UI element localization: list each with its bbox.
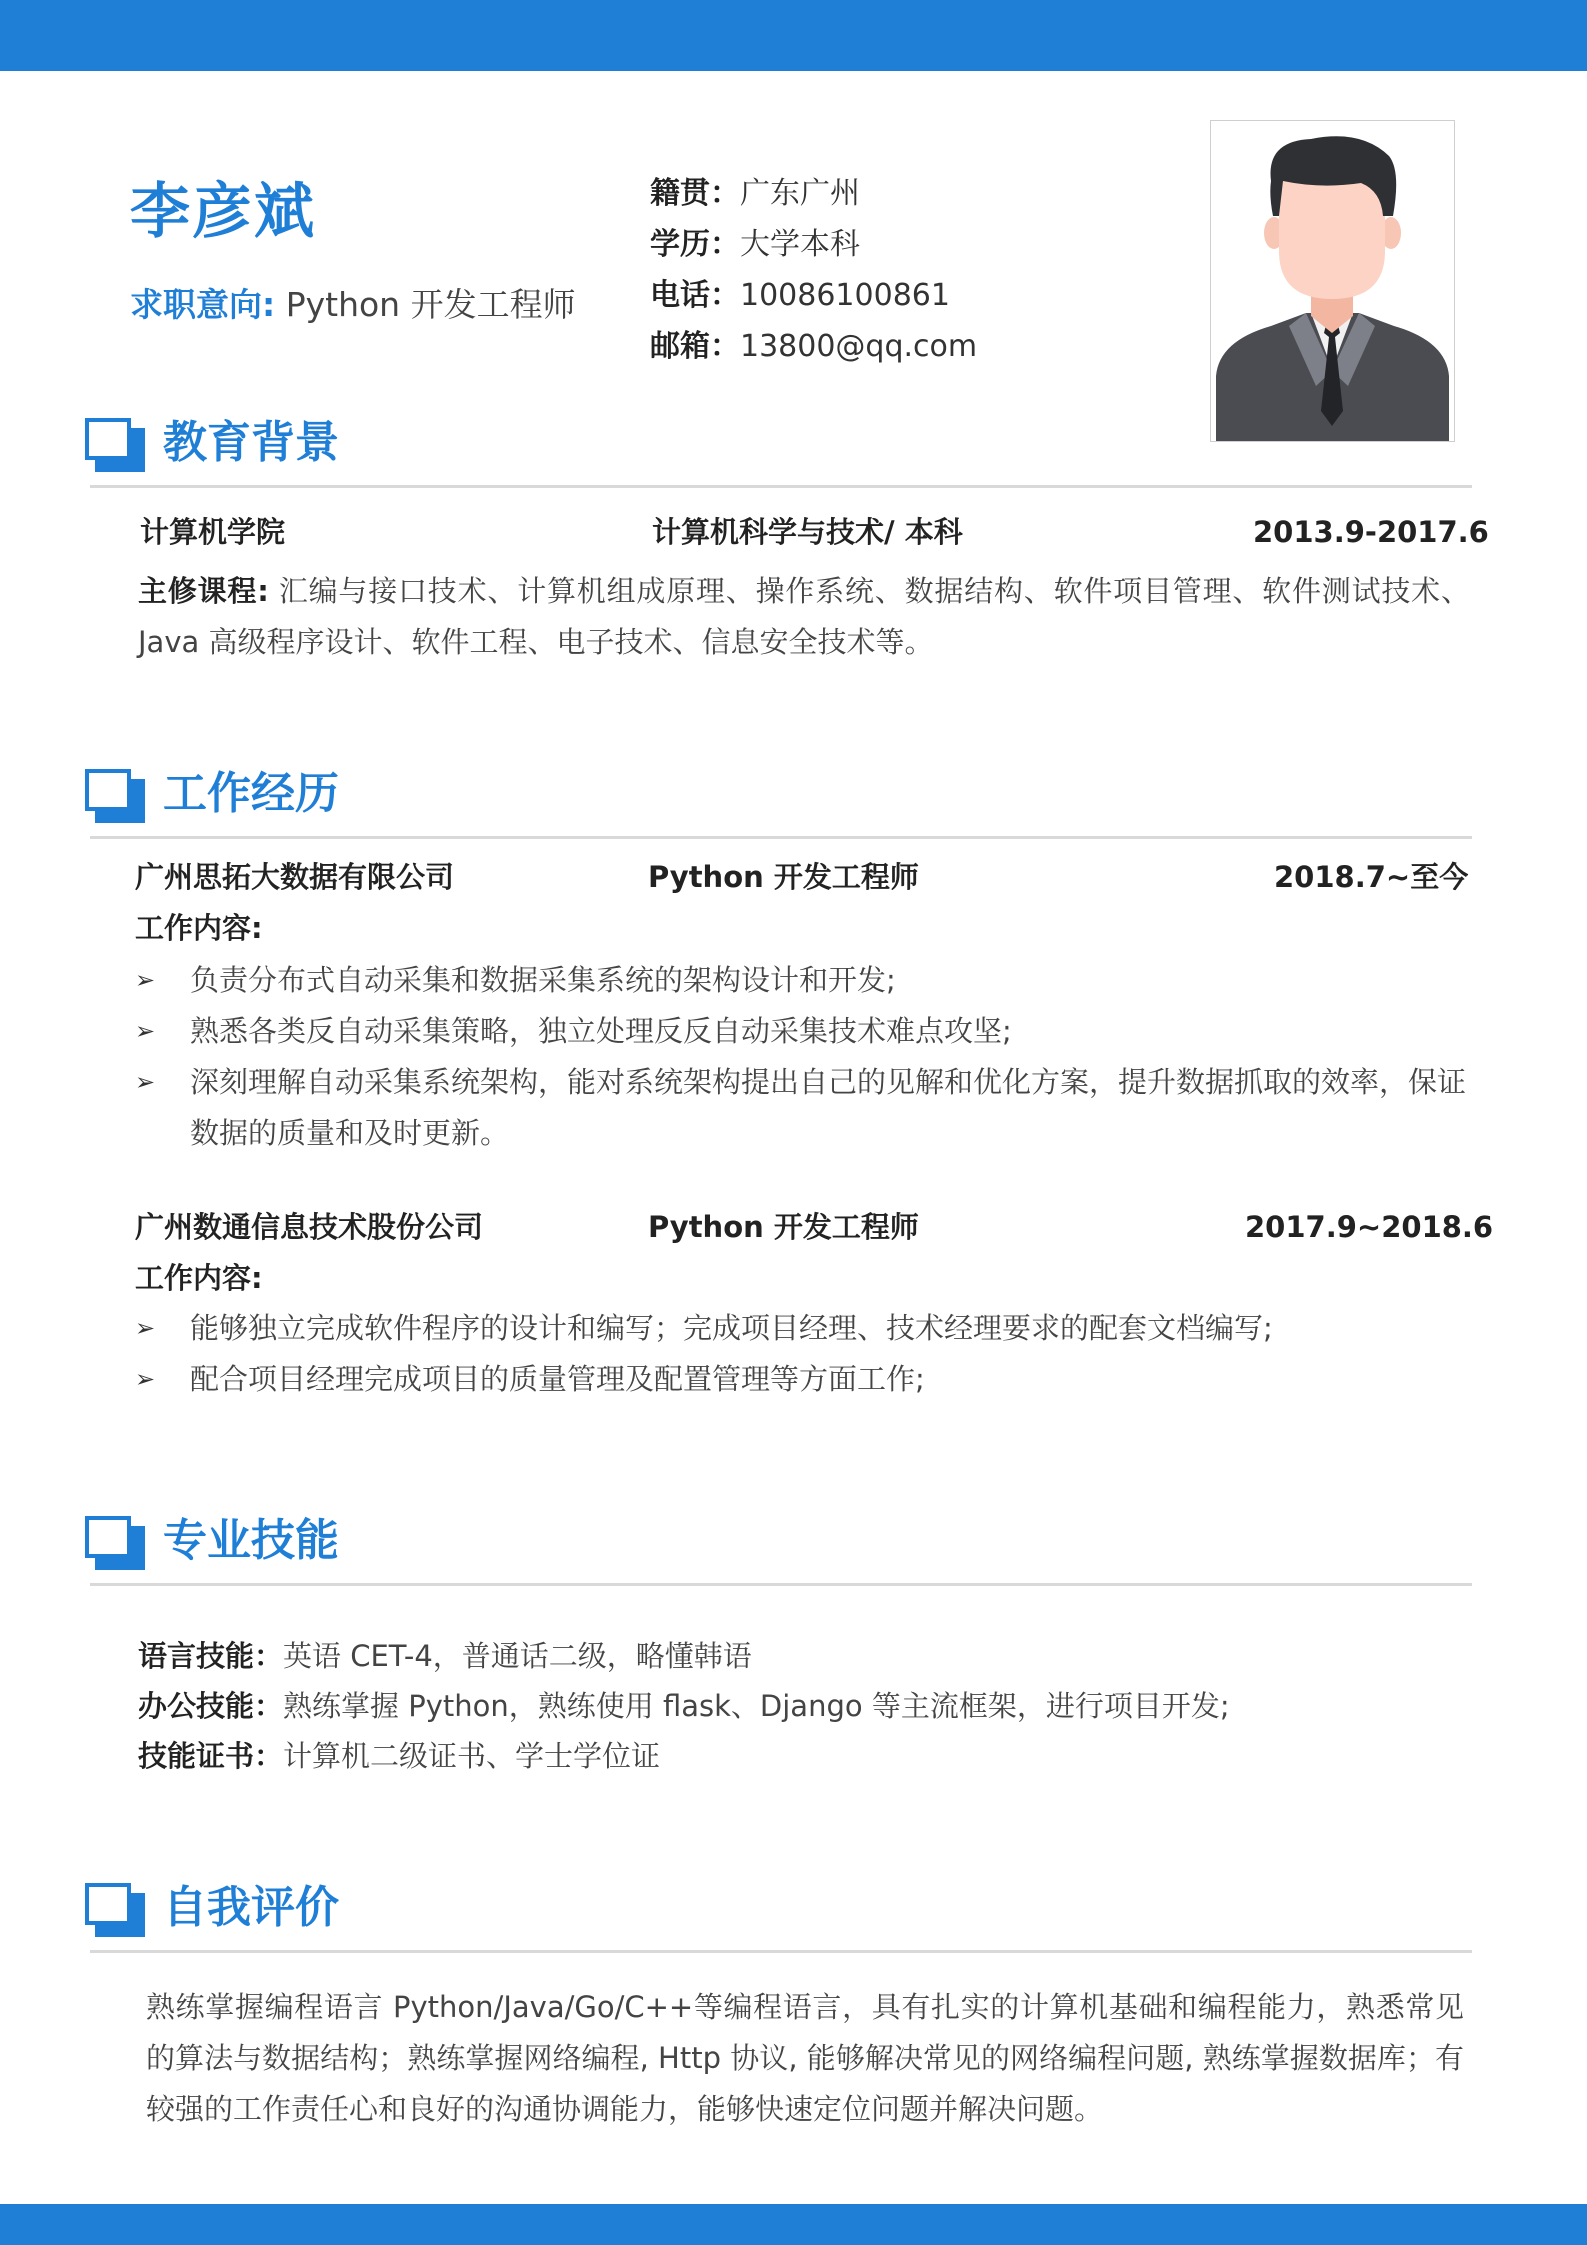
person-avatar-icon	[1211, 121, 1454, 441]
list-item: ➢ 能够独立完成软件程序的设计和编写；完成项目经理、技术经理要求的配套文档编写;	[135, 1303, 1470, 1354]
bottom-banner	[0, 2204, 1587, 2245]
list-item: ➢ 深刻理解自动采集系统架构，能对系统架构提出自己的见解和优化方案，提升数据抓取的效率，保证数据的质量和及时更新。	[135, 1057, 1470, 1159]
job-content-label: 工作内容:	[135, 911, 263, 945]
list-item: ➢ 熟悉各类反自动采集策略，独立处理反反自动采集技术难点攻坚;	[135, 1006, 1470, 1057]
list-item: ➢ 配合项目经理完成项目的质量管理及配置管理等方面工作;	[135, 1354, 1470, 1405]
job-company: 广州思拓大数据有限公司	[135, 860, 455, 894]
top-banner	[0, 0, 1587, 71]
section-divider	[90, 836, 1472, 839]
section-square-icon	[85, 418, 145, 472]
job-content-label: 工作内容:	[135, 1261, 263, 1295]
edu-major: 计算机科学与技术/ 本科	[652, 515, 963, 549]
section-self-eval-header	[85, 1870, 1475, 1940]
section-divider	[90, 1583, 1472, 1586]
edu-school: 计算机学院	[140, 515, 286, 549]
skill-certificates: 技能证书：计算机二级证书、学士学位证	[138, 1739, 661, 1773]
section-title: 专业技能	[163, 1515, 339, 1566]
job-intent-value: Python 开发工程师	[285, 285, 576, 324]
skill-office: 办公技能：熟练掌握 Python，熟练使用 flask、Django 等主流框架，进行项目开发;	[138, 1689, 1230, 1723]
job-period: 2017.9~2018.6	[1245, 1210, 1494, 1244]
edu-courses-label: 主修课程:	[138, 574, 269, 608]
arrow-bullet-icon: ➢	[135, 1365, 156, 1393]
arrow-bullet-icon: ➢	[135, 1068, 156, 1096]
edu-courses-text: 汇编与接口技术、计算机组成原理、操作系统、数据结构、软件项目管理、软件测试技术、Java 高级程序设计、软件工程、电子技术、信息安全技术等。	[138, 574, 1470, 659]
arrow-bullet-icon: ➢	[135, 1314, 156, 1342]
profile-photo	[1210, 120, 1455, 442]
job-intent	[130, 282, 576, 328]
job-role: Python 开发工程师	[648, 1210, 919, 1244]
edu-courses	[138, 566, 1470, 668]
info-hometown: 籍贯：广东广州	[650, 176, 860, 211]
section-education-header	[85, 405, 1475, 475]
personal-info	[650, 168, 977, 372]
section-title: 自我评价	[163, 1882, 339, 1933]
section-work-header	[85, 756, 1475, 826]
info-phone: 电话：10086100861	[650, 278, 950, 313]
section-divider	[90, 485, 1472, 488]
arrow-bullet-icon: ➢	[135, 1017, 156, 1045]
section-divider	[90, 1950, 1472, 1953]
job-duties	[135, 955, 1470, 1159]
job-period: 2018.7~至今	[1274, 860, 1469, 894]
section-square-icon	[85, 1883, 145, 1937]
section-title: 工作经历	[163, 768, 339, 819]
info-education: 学历：大学本科	[650, 227, 860, 262]
section-skills-header	[85, 1503, 1475, 1573]
job-role: Python 开发工程师	[648, 860, 919, 894]
section-square-icon	[85, 1516, 145, 1570]
info-email: 邮箱：13800@qq.com	[650, 329, 978, 364]
edu-period: 2013.9-2017.6	[1253, 515, 1489, 549]
section-square-icon	[85, 769, 145, 823]
job-intent-label: 求职意向:	[130, 285, 276, 324]
self-eval-text: 熟练掌握编程语言 Python/Java/Go/C++等编程语言，具有扎实的计算机基础和编程能力，熟悉常见的算法与数据结构；熟练掌握网络编程, Http 协议, 能够解决常见的网络编程问题, 熟练掌握数据库；有较强的工作责任心和良好的沟通协调能力，能够快速定位问题并解决问题。	[146, 1990, 1464, 2126]
list-item: ➢ 负责分布式自动采集和数据采集系统的架构设计和开发;	[135, 955, 1470, 1006]
arrow-bullet-icon: ➢	[135, 966, 156, 994]
job-company: 广州数通信息技术股份公司	[135, 1210, 484, 1244]
section-title: 教育背景	[163, 417, 339, 468]
candidate-name: 李彦斌	[130, 177, 316, 247]
skill-language: 语言技能：英语 CET-4，普通话二级，略懂韩语	[138, 1639, 752, 1673]
job-duties	[135, 1303, 1470, 1405]
